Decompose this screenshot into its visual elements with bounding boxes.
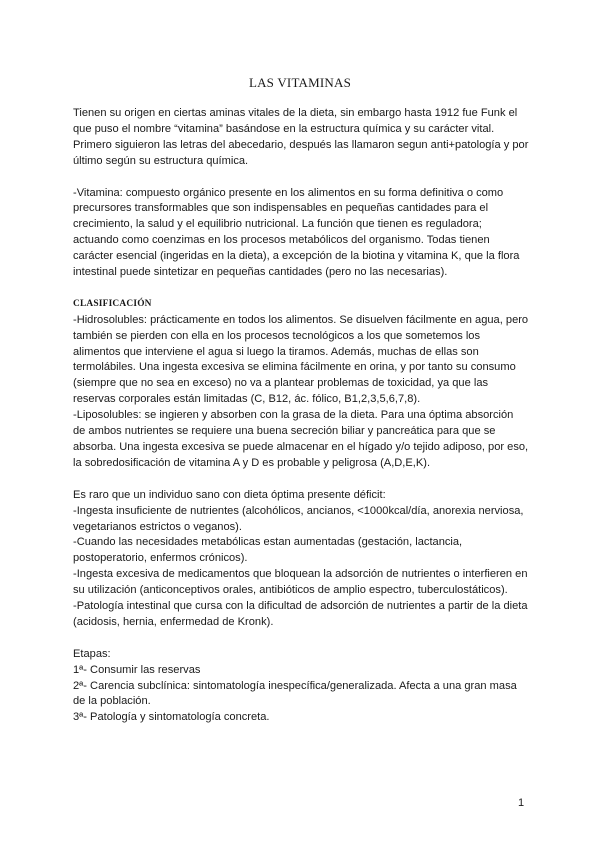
text-line: vegetarianos estrictos o veganos).: [73, 520, 242, 533]
text-line: también se pierden con ella en los procesos tecnológicos a los que sometemos los: [73, 329, 481, 342]
text-line: crecimiento, la salud y el equilibrio nutricional. La función que tienen es reguladora;: [73, 218, 482, 231]
page-number: 1: [518, 797, 525, 809]
text-line: -Liposolubles: se ingieren y absorben con la grasa de la dieta. Para una óptima absorción: [73, 409, 514, 422]
text-line: -Patología intestinal que cursa con la dificultad de adsorción de nutrientes a partir de la dieta: [73, 600, 528, 613]
text-line: 1ª- Consumir las reservas: [73, 663, 201, 676]
stages-heading: Etapas:: [73, 647, 111, 660]
text-line: reservas corporales están limitadas (C, B12, ác. fólico, B1,2,3,5,6,7,8).: [73, 393, 421, 406]
stages-section: [73, 647, 531, 727]
text-line: alimentos que interviene el agua si luego la tiramos. Además, muchas de ellas son: [73, 345, 479, 358]
classification-heading: CLASIFICACIÓN: [73, 298, 152, 309]
text-line: que puso el nombre “vitamina” basándose en la estructura química y su carácter vital.: [73, 122, 495, 135]
text-line: -Cuando las necesidades metabólicas estan aumentadas (gestación, lactancia,: [73, 536, 463, 549]
text-line: (siempre que no sea en exceso) no va a plantear problemas de toxicidad, ya que las: [73, 377, 489, 390]
text-line: -Vitamina: compuesto orgánico presente en los alimentos en su forma definitiva o como: [73, 186, 504, 199]
text-line: -Hidrosolubles: prácticamente en todos los alimentos. Se disuelven fácilmente en agua, pero: [73, 313, 529, 326]
text-line: intestinal puede sintetizar en pequeñas cantidades (pero no las necesarias).: [73, 266, 448, 279]
text-line: último según su estructura química.: [73, 154, 249, 167]
text-line: Tienen su origen en ciertas aminas vitales de la dieta, sin embargo hasta 1912 fue Funk el: [73, 107, 518, 119]
text-line: actuando como coenzimas en los procesos metabólicos del organismo. Todas tienen: [73, 234, 490, 247]
text-line: Es raro que un individuo sano con dieta óptima presente déficit:: [73, 488, 386, 501]
intro-paragraph: [73, 106, 531, 170]
text-line: precursores transformables que son indispensables en pequeñas cantidades para el: [73, 202, 489, 215]
definition-paragraph: [73, 186, 531, 281]
text-line: 3ª- Patología y sintomatología concreta.: [73, 711, 270, 724]
text-line: -Ingesta excesiva de medicamentos que bloquean la adsorción de nutrientes o interfieren en: [73, 568, 528, 581]
deficit-section: [73, 488, 531, 631]
text-line: carácter esencial (ingeridas en la dieta), a excepción de la biotina y vitamina K, que la flora: [73, 250, 520, 263]
page-title: LAS VITAMINAS: [248, 75, 352, 90]
text-line: 2ª- Carencia subclínica: sintomatología inespecífica/generalizada. Afecta a una gran masa: [73, 679, 517, 692]
text-line: de ambos nutrientes se requiere una buena secreción biliar y pancreática para que se: [73, 425, 496, 438]
text-line: postoperatorio, enfermos crónicos).: [73, 552, 248, 565]
text-line: termolábiles. Una ingesta excesiva se elimina fácilmente en orina, y por tanto su consumo: [73, 361, 516, 374]
text-line: su utilización (anticonceptivos orales, antibióticos de amplio espectro, tuberculostáticos).: [73, 584, 508, 597]
text-line: la sobredosificación de vitamina A y D es probable y peligrosa (A,D,E,K).: [73, 456, 431, 469]
text-line: Primero siguieron las letras del abecedario, después las llamaron segun anti+patología y por: [73, 138, 529, 151]
text-line: (acidosis, hernia, enfermedad de Kronk).: [73, 615, 274, 628]
text-line: -Ingesta insuficiente de nutrientes (alcohólicos, ancianos, <1000kcal/día, anorexia nerviosa,: [73, 504, 524, 517]
document-body: [73, 106, 531, 726]
text-line: de la población.: [73, 695, 151, 708]
text-line: absorba. Una ingesta excesiva se puede almacenar en el hígado y/o tejido adiposo, por eso,: [73, 441, 529, 453]
classification-section: [73, 297, 531, 472]
